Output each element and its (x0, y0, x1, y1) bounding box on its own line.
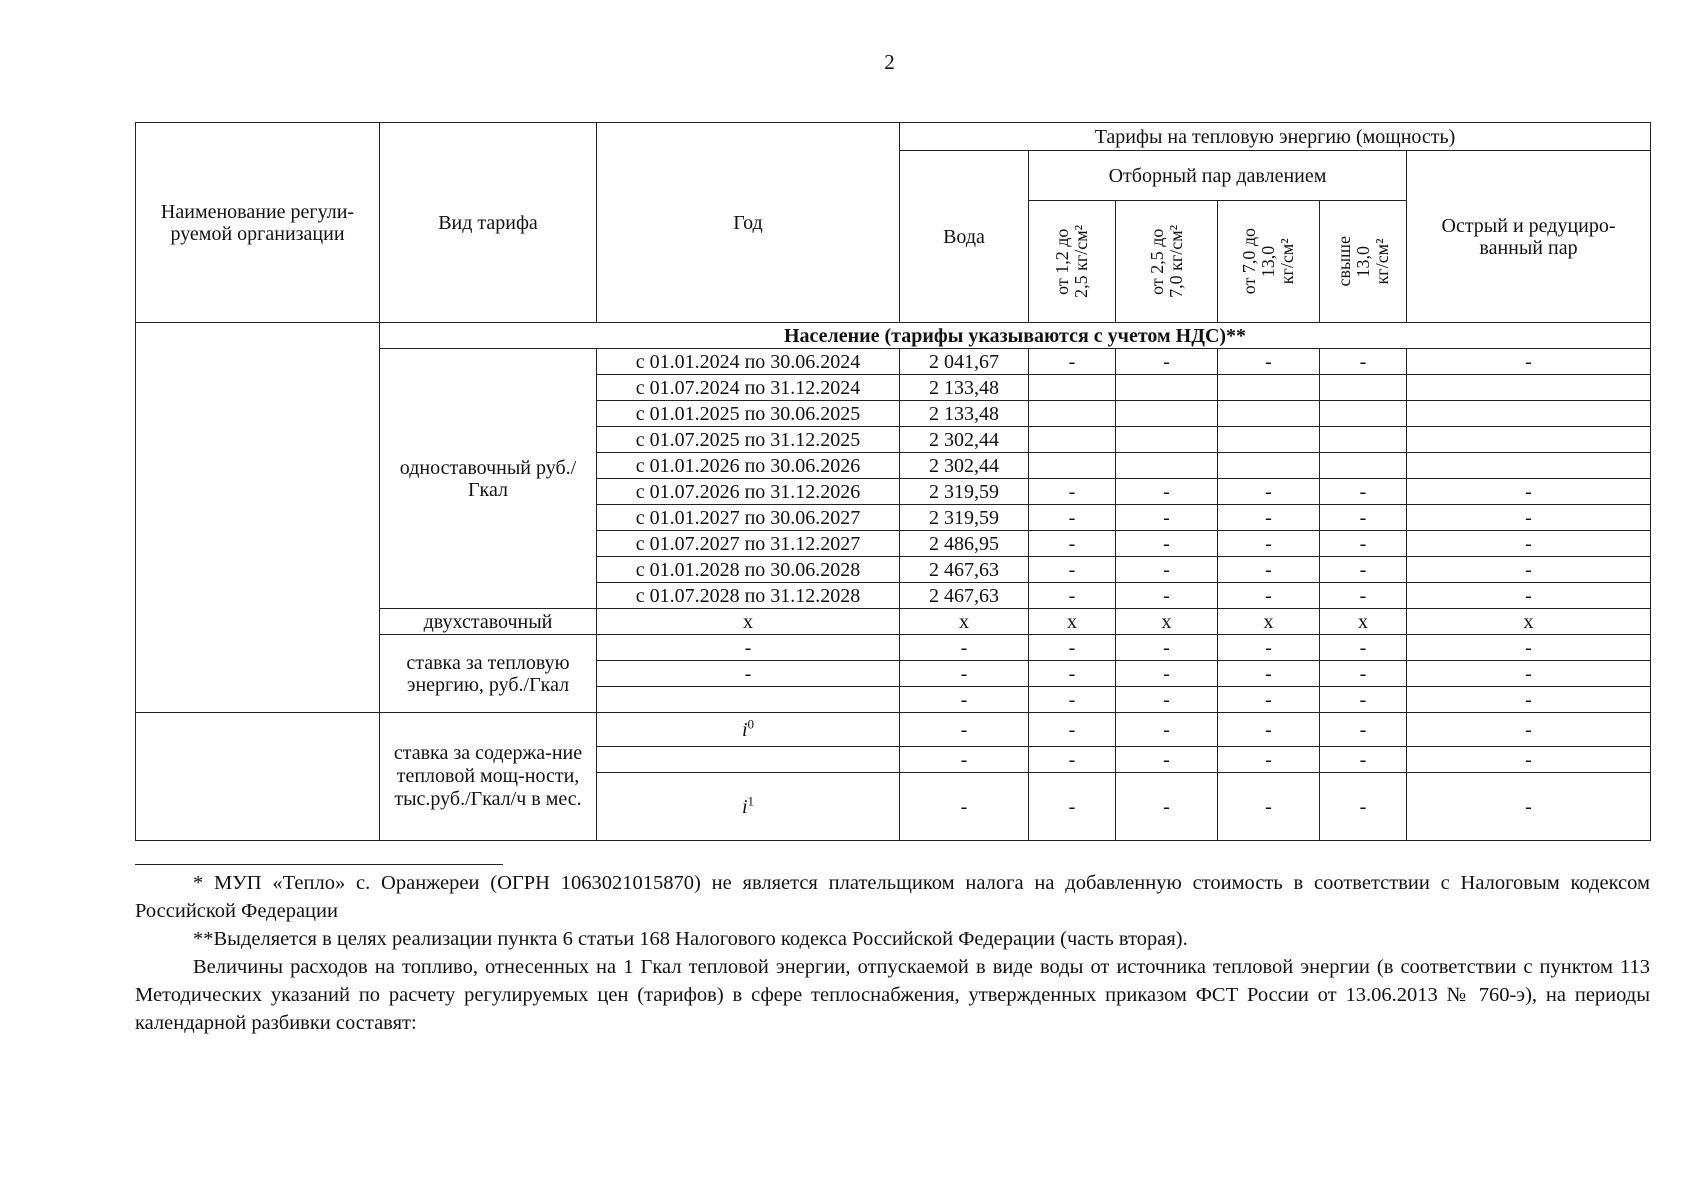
value-cell: - (1218, 583, 1320, 609)
value-cell (1218, 401, 1320, 427)
value-cell (1116, 453, 1218, 479)
header-tariff-type: Вид тарифа (380, 123, 597, 323)
value-cell (1029, 427, 1116, 453)
value-cell: - (1116, 661, 1218, 687)
footnotes (135, 864, 1650, 1037)
value-cell: - (1218, 557, 1320, 583)
period-cell: с 01.07.2026 по 31.12.2026 (597, 479, 900, 505)
value-cell: - (1029, 505, 1116, 531)
value-cell: - (1407, 635, 1651, 661)
value-cell: - (1407, 687, 1651, 713)
value-cell: - (1407, 773, 1651, 841)
year-index-cell (597, 773, 900, 841)
header-pressure-4: свыше 13,0 кг/см² (1320, 201, 1407, 323)
value-cell: - (1116, 505, 1218, 531)
water-value: 2 467,63 (900, 557, 1029, 583)
water-value: 2 467,63 (900, 583, 1029, 609)
value-cell: - (1029, 479, 1116, 505)
header-steam-group: Отборный пар давлением (1029, 151, 1407, 201)
header-pressure-1: от 1,2 до 2,5 кг/см² (1029, 201, 1116, 323)
page-number: 2 (884, 50, 895, 74)
value-cell: - (1218, 773, 1320, 841)
value-cell: - (1320, 773, 1407, 841)
value-cell (1407, 375, 1651, 401)
value-cell: - (1218, 349, 1320, 375)
period-cell: с 01.07.2028 по 31.12.2028 (597, 583, 900, 609)
footnote-tax-code: **Выделяется в целях реализации пункта 6 статьи 168 Налогового кодекса Российской Федерации (часть вторая). (193, 928, 1188, 950)
value-cell: - (1029, 773, 1116, 841)
value-cell: - (597, 635, 900, 661)
value-cell (1407, 427, 1651, 453)
water-value: 2 133,48 (900, 375, 1029, 401)
value-cell: - (900, 687, 1029, 713)
period-cell: с 01.01.2026 по 30.06.2026 (597, 453, 900, 479)
value-cell: - (900, 747, 1029, 773)
value-cell (1029, 453, 1116, 479)
value-cell: - (1029, 557, 1116, 583)
value-cell: - (1320, 531, 1407, 557)
value-cell: - (1116, 531, 1218, 557)
period-cell: с 01.07.2024 по 31.12.2024 (597, 375, 900, 401)
value-cell (1116, 427, 1218, 453)
value-cell: - (900, 713, 1029, 747)
value-cell: - (1320, 747, 1407, 773)
value-cell: - (1116, 583, 1218, 609)
fuel-cost-paragraph: Величины расходов на топливо, отнесенных на 1 Гкал тепловой энергии, отпускаемой в виде воды от источника тепловой энергии (в соответствии с пунктом 113 Методических указаний по расчету регулируемых цен (тарифов) в сфере теплоснабжения, утвержденных приказом ФСТ России от 13.06.2013 № 760-э), на периоды календарной разбивки составят: (135, 956, 1650, 1034)
value-cell (1116, 401, 1218, 427)
value-cell: - (1029, 583, 1116, 609)
value-cell: - (1029, 687, 1116, 713)
value-cell: - (1407, 661, 1651, 687)
period-cell: с 01.01.2025 по 30.06.2025 (597, 401, 900, 427)
header-pressure-3: от 7,0 до 13,0 кг/см² (1218, 201, 1320, 323)
value-cell: - (900, 773, 1029, 841)
tariff-table (135, 122, 1651, 841)
period-cell: с 01.07.2025 по 31.12.2025 (597, 427, 900, 453)
value-cell (1320, 375, 1407, 401)
value-cell: - (1218, 635, 1320, 661)
header-org-name: Наименование регули-руемой организации (136, 123, 380, 323)
water-value: 2 133,48 (900, 401, 1029, 427)
value-cell: - (1218, 531, 1320, 557)
two-rate-label: двухставочный (380, 609, 597, 635)
footnote-vat: * МУП «Тепло» с. Оранжереи (ОГРН 1063021015870) не является плательщиком налога на добавленную стоимость в соответствии с Налоговым кодексом Российской Федерации (135, 872, 1650, 922)
value-cell: - (1218, 479, 1320, 505)
period-cell: с 01.01.2028 по 30.06.2028 (597, 557, 900, 583)
value-cell: - (1029, 747, 1116, 773)
value-cell: - (1407, 479, 1651, 505)
value-cell (1116, 375, 1218, 401)
year-index-cell (597, 713, 900, 747)
value-cell: - (1116, 773, 1218, 841)
org-name-cell (136, 323, 380, 713)
footnote-rule (135, 864, 503, 865)
value-cell (1218, 453, 1320, 479)
value-cell: - (1116, 687, 1218, 713)
value-cell: - (1029, 635, 1116, 661)
value-cell: - (1218, 505, 1320, 531)
value-cell (1320, 453, 1407, 479)
table-row (136, 713, 1651, 747)
energy-rate-label: ставка за тепловую энергию, руб./Гкал (380, 635, 597, 713)
section-row (136, 323, 1651, 349)
period-cell: с 01.01.2027 по 30.06.2027 (597, 505, 900, 531)
org-name-cell-lower (136, 713, 380, 841)
value-cell: - (1218, 747, 1320, 773)
value-cell (1407, 401, 1651, 427)
value-cell: - (1407, 713, 1651, 747)
value-cell (1320, 427, 1407, 453)
water-value: 2 319,59 (900, 479, 1029, 505)
value-cell: - (1407, 583, 1651, 609)
single-rate-label: одноставочный руб./Гкал (380, 349, 597, 609)
value-cell: х (1029, 609, 1116, 635)
value-cell: - (1029, 713, 1116, 747)
value-cell: х (597, 609, 900, 635)
header-sharp-steam: Острый и редуциро-ванный пар (1407, 151, 1651, 323)
water-value: 2 041,67 (900, 349, 1029, 375)
value-cell: - (597, 661, 900, 687)
water-value: 2 302,44 (900, 427, 1029, 453)
year-index: i (741, 718, 748, 741)
water-value: 2 486,95 (900, 531, 1029, 557)
value-cell: - (1320, 479, 1407, 505)
value-cell (1029, 375, 1116, 401)
value-cell: - (1320, 557, 1407, 583)
value-cell: х (1116, 609, 1218, 635)
period-cell: с 01.01.2024 по 30.06.2024 (597, 349, 900, 375)
value-cell: - (1116, 479, 1218, 505)
value-cell: - (1029, 349, 1116, 375)
value-cell: - (1320, 661, 1407, 687)
value-cell: - (1407, 531, 1651, 557)
value-cell: - (1029, 531, 1116, 557)
value-cell (1218, 375, 1320, 401)
value-cell: - (1320, 349, 1407, 375)
value-cell: - (1320, 583, 1407, 609)
value-cell: - (1407, 349, 1651, 375)
value-cell: - (1320, 505, 1407, 531)
period-cell: с 01.07.2027 по 31.12.2027 (597, 531, 900, 557)
value-cell (1029, 401, 1116, 427)
header-year: Год (597, 123, 900, 323)
value-cell: - (900, 661, 1029, 687)
section-title: Население (тарифы указываются с учетом НДС)** (380, 323, 1651, 349)
value-cell: х (1218, 609, 1320, 635)
value-cell: - (1116, 747, 1218, 773)
value-cell: - (1320, 635, 1407, 661)
capacity-rate-label: ставка за содержа-ние тепловой мощ-ности, тыс.руб./Гкал/ч в мес. (380, 713, 597, 841)
year-index-sup: 1 (747, 792, 755, 808)
value-cell (1320, 401, 1407, 427)
value-cell: - (1407, 505, 1651, 531)
value-cell (1407, 453, 1651, 479)
value-cell: - (1407, 557, 1651, 583)
value-cell: - (1029, 661, 1116, 687)
value-cell: - (1116, 713, 1218, 747)
water-value: 2 302,44 (900, 453, 1029, 479)
value-cell (597, 687, 900, 713)
value-cell (1218, 427, 1320, 453)
value-cell: - (1320, 687, 1407, 713)
year-index: i (741, 795, 748, 818)
year-index-cell (597, 747, 900, 773)
value-cell: - (900, 635, 1029, 661)
value-cell: - (1218, 713, 1320, 747)
value-cell: х (1407, 609, 1651, 635)
header-water: Вода (900, 151, 1029, 323)
value-cell: - (1116, 349, 1218, 375)
value-cell: х (1320, 609, 1407, 635)
header-energy-group: Тарифы на тепловую энергию (мощность) (900, 123, 1651, 151)
value-cell: - (1407, 747, 1651, 773)
value-cell: - (1320, 713, 1407, 747)
header-pressure-2: от 2,5 до 7,0 кг/см² (1116, 201, 1218, 323)
value-cell: х (900, 609, 1029, 635)
water-value: 2 319,59 (900, 505, 1029, 531)
value-cell: - (1116, 557, 1218, 583)
value-cell: - (1218, 687, 1320, 713)
value-cell: - (1116, 635, 1218, 661)
value-cell: - (1218, 661, 1320, 687)
year-index-sup: 0 (747, 715, 755, 731)
